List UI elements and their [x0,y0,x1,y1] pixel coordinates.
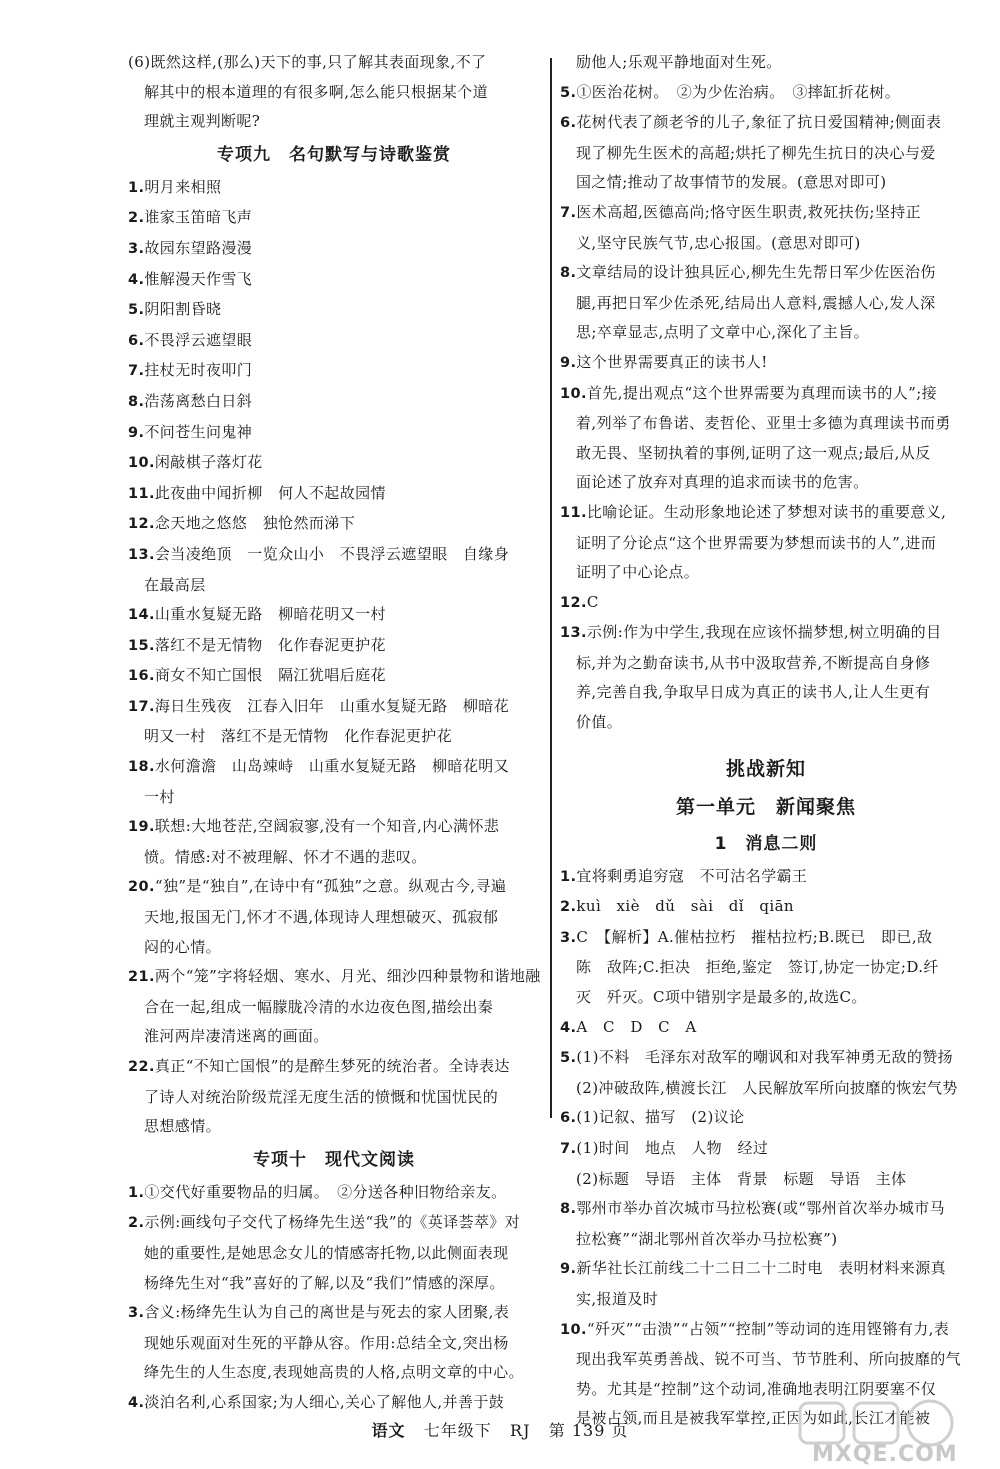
item-text: 拄杖无时夜叩门 [144,361,253,380]
item-text: 医术高超,医德高尚;恪守医生职责,救死扶伤;坚持正 [576,202,922,221]
item-number: 20. [128,879,155,896]
answer-item [560,498,972,529]
item-text: 联想:大地苍茫,空阔寂寥,没有一个知音,内心满怀悲 [154,817,500,836]
left-column [128,48,540,1419]
answer-item [128,872,540,903]
item-text: 宜将剩勇追穷寇 不可沽名学霸王 [576,866,808,885]
item-number: 3. [128,1305,145,1322]
answer-item [128,631,540,662]
item-text: 文章结局的设计独具匠心,柳先生先帮日军少佐医治伤 [576,263,936,282]
text-line: 证明了分论点“这个世界需要为梦想而读书的人”,进而 [576,533,937,552]
item-number: 21. [128,969,155,986]
text-line: 淮河两岸凄清迷离的画面。 [144,1027,329,1046]
answer-item [128,540,540,571]
answer-item [128,265,540,296]
spacer [560,738,972,750]
answer-item [128,1052,540,1083]
answer-item [560,1013,972,1044]
answer-item [560,1043,972,1074]
item-number: 14. [128,607,155,624]
text-line: 标,并为之勤奋读书,从书中汲取营养,不断提高自身修 [576,653,931,672]
text-line: 在最高层 [144,575,206,594]
item-text: 谁家玉笛暗飞声 [144,208,253,227]
item-text: 明月来相照 [144,177,222,196]
item-text: 不畏浮云遮望眼 [144,330,253,349]
section-heading: 挑战新知 [725,757,806,780]
text-line: (2)冲破敌阵,横渡长江 人民解放军所向披靡的恢宏气势 [576,1078,958,1097]
answer-item [560,348,972,379]
item-text: “独”是“独自”,在诗中有“孤独”之意。纵观古今,寻遍 [154,877,507,896]
item-number: 8. [560,1201,577,1218]
item-text: 落红不是无情物 化作春泥更护花 [154,635,386,654]
text-line: 价值。 [576,713,623,732]
item-text: 商女不知亡国恨 隔江犹唱后庭花 [154,666,386,685]
item-number: 10. [560,1321,587,1338]
answer-item [128,752,540,783]
answer-item [128,1208,540,1239]
item-number: 13. [128,546,155,563]
item-number: 12. [128,516,155,533]
text-line: 面论述了放弃对真理的追求而读书的危害。 [576,473,869,492]
section-heading: 第一单元 新闻聚焦 [675,795,856,818]
watermark-text: MXQE.COM [812,1442,958,1467]
answer-item [128,234,540,265]
text-line: 明又一村 落红不是无情物 化作春泥更护花 [144,727,453,746]
item-text: “歼灭”“击溃”“占领”“控制”等动词的连用铿锵有力,表 [586,1319,950,1338]
answer-item [560,1194,972,1225]
item-text: 海日生残夜 江春入旧年 山重水复疑无路 柳暗花 [154,696,510,715]
item-number: 5. [560,84,577,101]
item-number: 2. [560,899,577,916]
text-line: 义,坚守民族气节,忠心报国。(意思对即可) [576,233,861,252]
answer-item [560,1254,972,1285]
item-text: ①交代好重要物品的归属。 ②分送各种旧物给亲友。 [144,1182,507,1201]
text-line: 杨绛先生对“我”喜好的了解,以及“我们”情感的深厚。 [144,1273,505,1292]
item-number: 8. [560,265,577,282]
item-number: 19. [128,819,155,836]
text-line: (2)标题 导语 主体 背景 标题 导语 主体 [576,1169,907,1188]
text-line: 拉松赛”“湖北鄂州首次举办马拉松赛”) [576,1229,838,1248]
section-heading: 1 消息二则 [714,833,818,854]
answer-item [560,379,972,410]
item-text: 水何澹澹 山岛竦峙 山重水复疑无路 柳暗花明又 [154,757,510,776]
item-number: 7. [128,363,145,380]
text-line: 实,报道及时 [576,1289,659,1308]
text-line: 思;卒章显志,点明了文章中心,深化了主旨。 [576,323,869,342]
answer-item [128,418,540,449]
text-line: 一村 [144,787,175,806]
answer-item [128,448,540,479]
answer-item [128,326,540,357]
item-number: 9. [560,1261,577,1278]
item-number: 22. [128,1059,155,1075]
item-number: 9. [560,354,577,371]
text-line: 闷的心情。 [144,937,222,956]
item-text: 会当凌绝顶 一览众山小 不畏浮云遮望眼 自缘身 [154,544,510,563]
item-number: 10. [560,385,587,402]
answer-item [560,588,972,619]
answer-item [128,509,540,540]
item-text: 惟解漫天作雪飞 [144,269,253,288]
section-heading: 专项九 名句默写与诗歌鉴赏 [217,144,451,165]
item-text: 鄂州市举办首次城市马拉松赛(或“鄂州首次举办城市马 [576,1199,945,1218]
answer-item [128,203,540,234]
item-number: 6. [128,332,145,349]
answer-item [128,387,540,418]
item-number: 1. [128,179,145,196]
answer-item [128,1298,540,1329]
item-number: 6. [560,115,577,132]
answer-item [560,862,972,893]
item-number: 1. [560,868,577,885]
text-line: 是被占领,而且是被我军掌控,正因为如此,长江才能被 [576,1409,931,1428]
text-line: 现出我军英勇善战、锐不可当、节节胜利、所向披靡的气 [576,1350,962,1369]
footer-page-number: 第 139 页 [548,1421,629,1440]
item-number: 5. [560,1050,577,1067]
item-text: 此夜曲中闻折柳 何人不起故园情 [154,483,386,502]
item-text: 山重水复疑无路 柳暗花明又一村 [154,605,386,624]
item-text: 花树代表了颜老爷的儿子,象征了抗日爱国精神;侧面表 [576,113,942,132]
text-line: 腿,再把日军少佐杀死,结局出人意料,震撼人心,发人深 [576,293,936,312]
item-number: 16. [128,668,155,685]
footer-edition: RJ [510,1421,531,1440]
item-number: 2. [128,1215,145,1232]
answer-item [128,692,540,723]
text-line: 理就主观判断呢? [144,112,261,131]
answer-item [128,962,540,993]
right-column [560,48,972,1434]
item-number: 8. [128,393,145,410]
item-text: 首先,提出观点“这个世界需要为真理而读书的人”;接 [586,383,938,402]
item-number: 7. [560,1141,577,1157]
answer-item [560,1134,972,1165]
item-number: 6. [560,1110,577,1127]
item-number: 3. [560,929,577,946]
item-text: 念天地之悠悠 独怆然而涕下 [154,514,356,533]
item-number: 10. [128,455,155,472]
item-number: 7. [560,204,577,221]
text-line: 愤。情感:对不被理解、怀才不遇的悲叹。 [144,847,427,866]
answer-item [128,812,540,843]
answer-item [560,618,972,649]
item-text: 真正“不知亡国恨”的是醉生梦死的统治者。全诗表达 [154,1057,510,1075]
text-line: 解其中的根本道理的有很多啊,怎么能只根据某个道 [144,82,488,101]
item-number: 4. [128,1394,145,1411]
text-line: 天地,报国无门,怀才不遇,体现诗人理想破灭、孤寂郁 [144,908,499,927]
item-text: (1)记叙、描写 (2)议论 [576,1108,745,1127]
answer-item [128,1178,540,1209]
item-text: 闲敲棋子落灯花 [154,453,263,472]
answer-item [128,600,540,631]
item-text: 含义:杨绛先生认为自己的离世是与死去的家人团聚,表 [144,1303,510,1322]
item-text: 故园东望路漫漫 [144,238,253,257]
text-line: 思想感情。 [144,1117,222,1136]
answer-item [128,661,540,692]
column-divider [550,58,552,1118]
item-number: 2. [128,210,145,227]
item-number: 15. [128,637,155,654]
text-line: 敢无畏、坚韧执着的事例,证明了这一观点;最后,从反 [576,443,931,462]
item-text: 两个“笼”字将轻烟、寒水、月光、细沙四种景物和谐地融 [154,967,541,986]
item-text: ①医治花树。 ②为少佐治病。 ③摔缸折花树。 [576,82,901,101]
text-line: 势。尤其是“控制”这个动词,准确地表明江阴要塞不仅 [576,1379,937,1398]
footer-grade: 七年级下 [423,1421,492,1440]
text-line: 绛先生的人生态度,表现她高贵的人格,点明文章的中心。 [144,1363,524,1382]
answer-item [560,923,972,954]
item-text: 新华社长江前线二十二日二十二时电 表明材料来源真 [576,1259,947,1278]
item-number: 4. [560,1019,577,1036]
answer-item [128,173,540,204]
item-text: kuì xiè dǔ sài dǐ qiān [576,897,794,916]
item-text: (1)不料 毛泽东对敌军的嘲讽和对我军神勇无敌的赞扬 [576,1048,954,1067]
item-number: 3. [128,240,145,257]
item-number: 17. [128,698,155,715]
item-number: 4. [128,271,145,288]
text-line: 养,完善自我,争取早日成为真正的读书人,让人生更有 [576,683,931,702]
text-line: (6)既然这样,(那么)天下的事,只了解其表面现象,不了 [128,53,487,71]
section-heading: 专项十 现代文阅读 [253,1149,415,1170]
item-text: 浩荡离愁白日斜 [144,391,253,410]
item-text: C 【解析】A.催枯拉朽 摧枯拉朽;B.既已 即已,敌 [576,927,933,946]
item-number: 13. [560,625,587,642]
answer-item [128,356,540,387]
text-line: 灭 歼灭。C项中错别字是最多的,故选C。 [576,988,867,1007]
item-number: 1. [128,1184,145,1201]
answer-item [560,198,972,229]
answer-item [560,1103,972,1134]
item-text: 比喻论证。生动形象地论述了梦想对读书的重要意义, [586,502,947,521]
item-number: 12. [560,594,587,611]
text-line: 国之情;推动了故事情节的发展。(意思对即可) [576,173,887,192]
text-line: 证明了中心论点。 [576,563,700,582]
item-text: C [586,592,599,611]
answer-item [560,258,972,289]
footer-subject: 语文 [371,1421,406,1440]
item-text: 这个世界需要真正的读书人! [576,352,768,371]
text-line: 了诗人对统治阶级荒淫无度生活的愤慨和忧国忧民的 [144,1087,499,1106]
item-text: A C D C A [576,1017,697,1036]
text-line: 现了柳先生医术的高超;烘托了柳先生抗日的决心与爱 [576,143,936,162]
item-number: 11. [560,504,587,521]
text-line: 陈 敌阵;C.拒决 拒绝,鉴定 签订,协定一协定;D.纤 [576,958,939,977]
answer-item [560,1315,972,1346]
text-line: 着,列举了布鲁诺、麦哲伦、亚里士多德为真理读书而勇 [576,414,951,433]
item-text: 不问苍生问鬼神 [144,422,253,441]
text-line: 合在一起,组成一幅朦胧冷清的水边夜色图,描绘出秦 [144,997,494,1016]
text-line: 现她乐观面对生死的平静从容。作用:总结全文,突出杨 [144,1333,509,1352]
item-number: 9. [128,424,145,441]
answer-item [128,479,540,510]
text-line: 她的重要性,是她思念女儿的情感寄托物,以此侧面表现 [144,1243,509,1262]
answer-item [560,892,972,923]
answer-item [560,108,972,139]
item-number: 18. [128,759,155,776]
item-text: (1)时间 地点 人物 经过 [576,1139,769,1157]
item-number: 5. [128,302,145,319]
answer-item [560,78,972,109]
item-text: 阴阳割昏晓 [144,300,222,319]
text-line: 励他人;乐观平静地面对生死。 [576,53,782,71]
item-text: 示例:作为中学生,我现在应该怀揣梦想,树立明确的目 [586,623,942,642]
item-number: 11. [128,485,155,502]
answer-item [128,1388,540,1419]
item-text: 示例:画线句子交代了杨绛先生送“我”的《英译荟萃》对 [144,1213,521,1232]
item-text: 淡泊名利,心系国家;为人细心,关心了解他人,并善于鼓 [144,1392,505,1411]
answer-item [128,295,540,326]
